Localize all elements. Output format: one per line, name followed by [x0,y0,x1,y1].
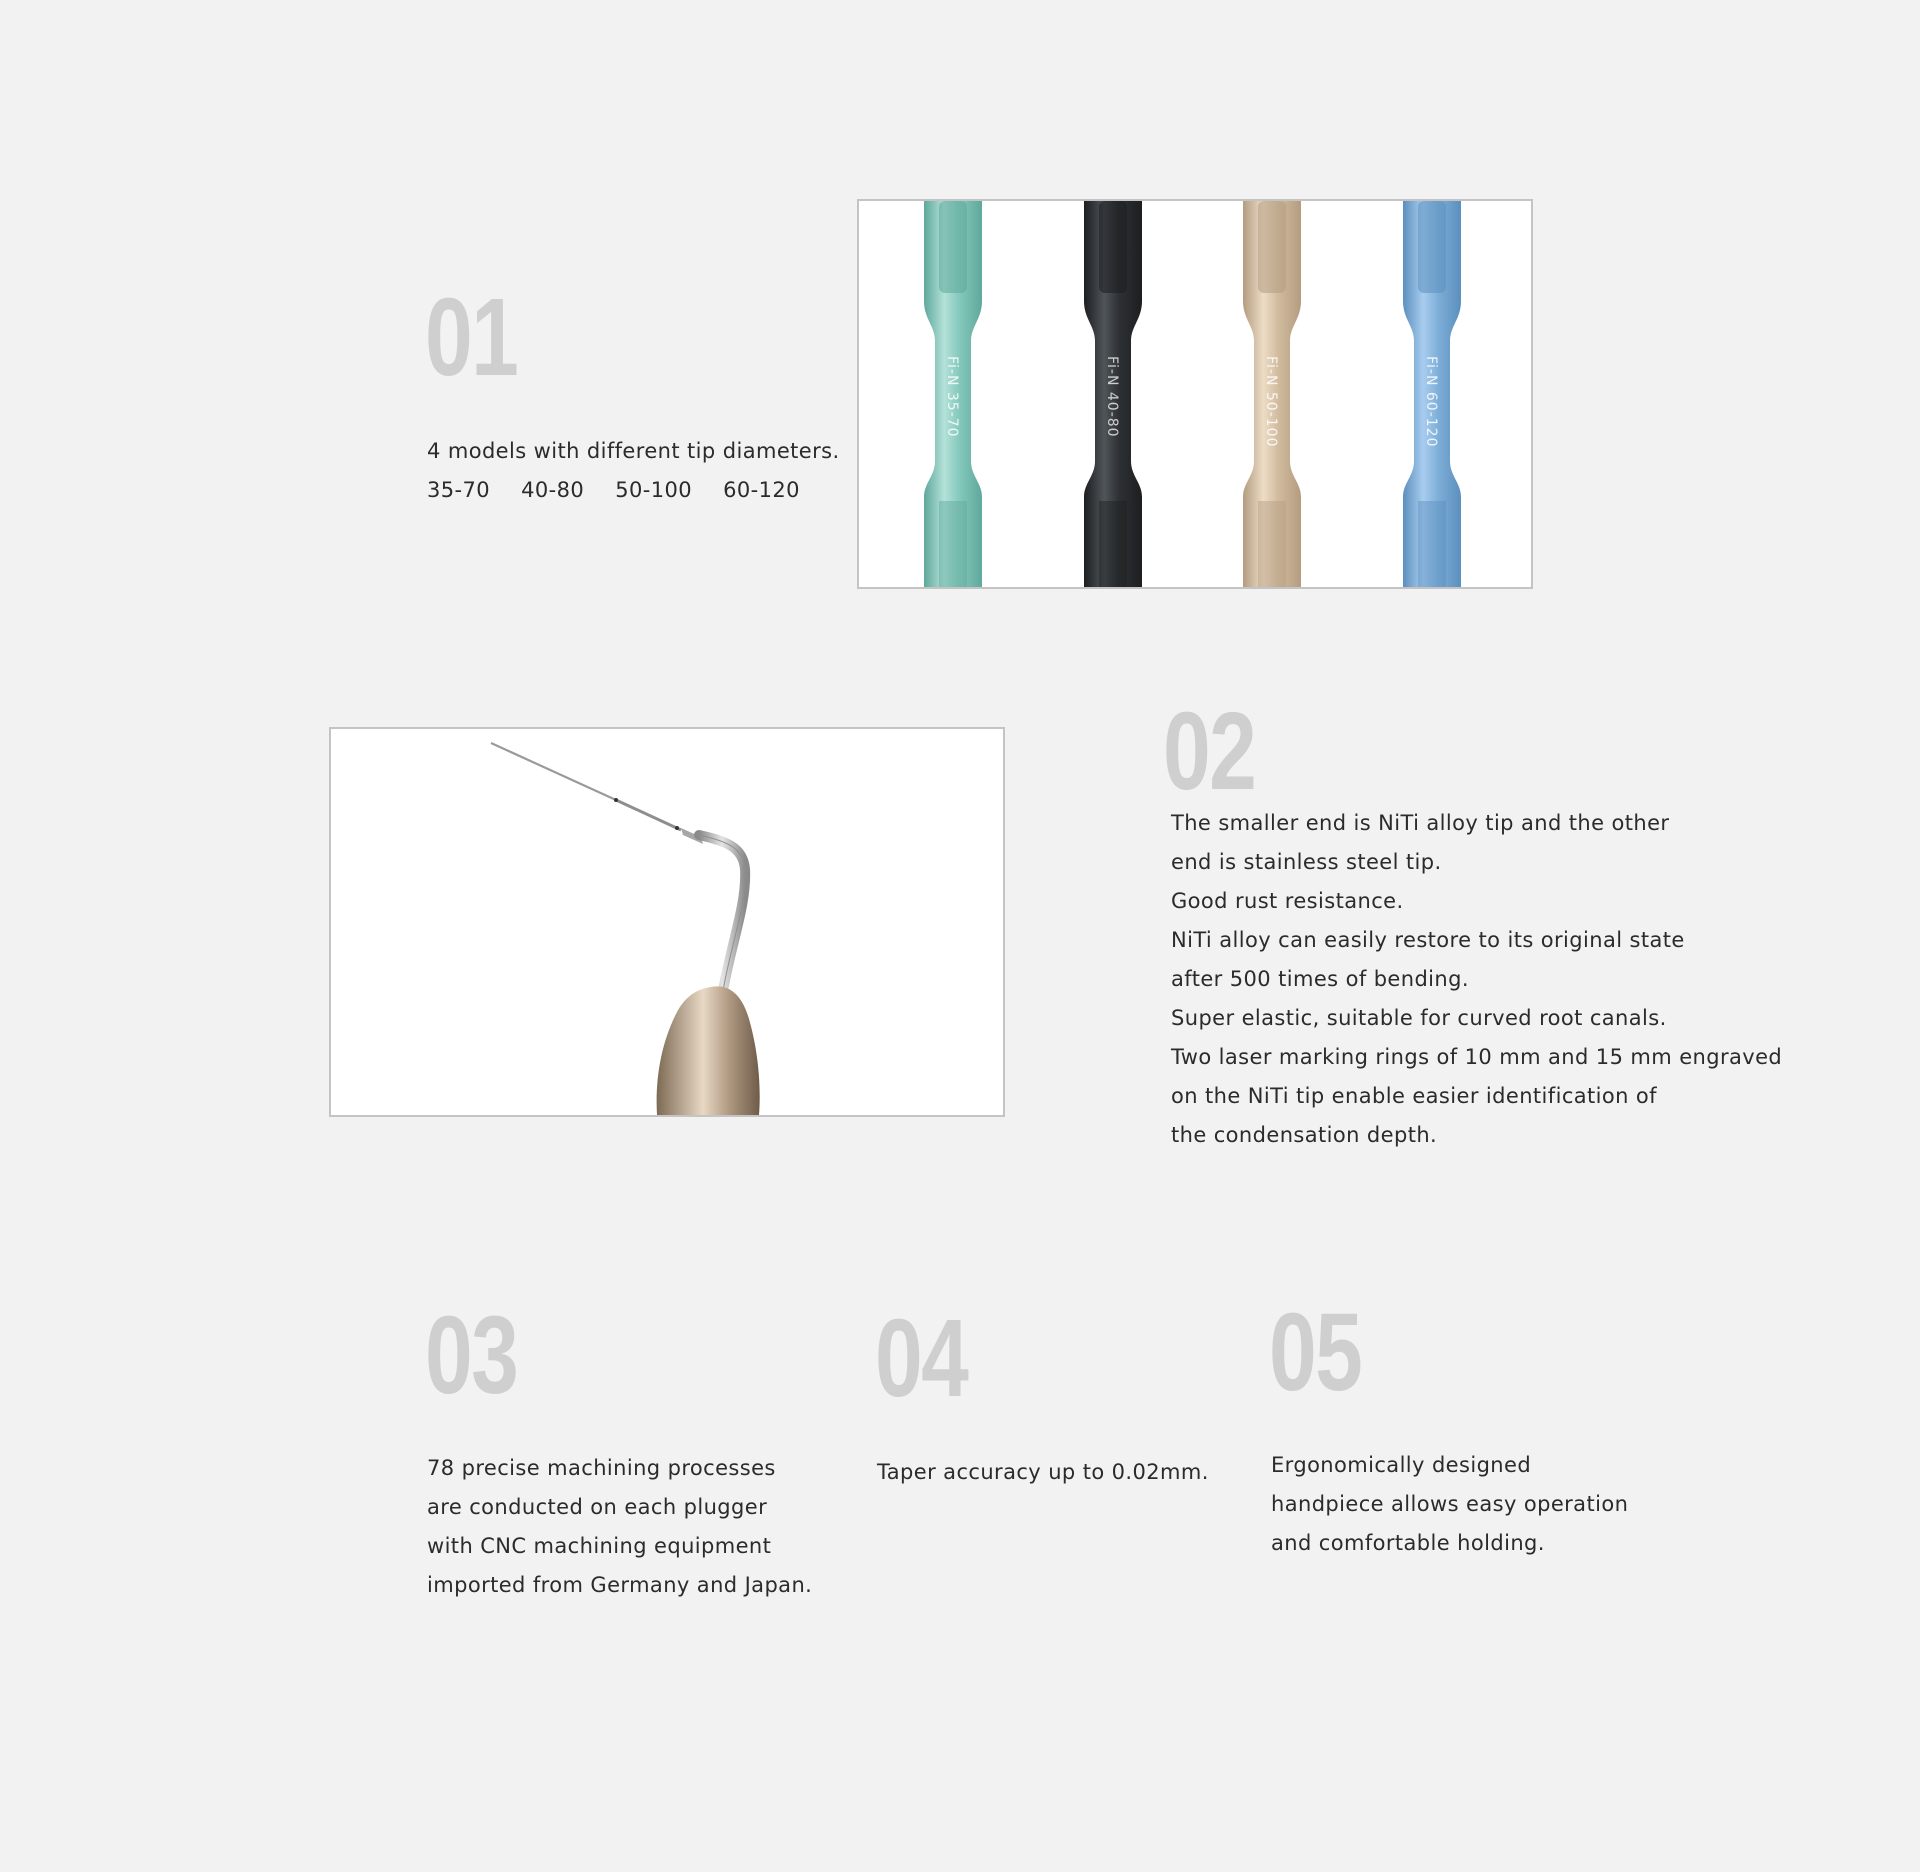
section-03-line: imported from Germany and Japan. [427,1573,813,1597]
plugger-illustration [331,729,1003,1115]
section-02-line: the condensation depth. [1171,1123,1438,1147]
section-02-line: Good rust resistance. [1171,889,1404,913]
plugger-image [329,727,1005,1117]
section-02-line: on the NiTi tip enable easier identification of [1171,1084,1657,1108]
handle-facet [1418,201,1446,293]
section-02-line: end is stainless steel tip. [1171,850,1442,874]
handle-2 [1084,201,1142,587]
handle-facet [1258,201,1286,293]
handle-label: Fi-N 50-100 [1263,356,1279,448]
niti-tip [491,743,616,800]
section-number-04: 04 [875,1297,968,1420]
handle-facet [1418,501,1446,587]
handle-facet [1099,501,1127,587]
model-40-80: 40-80 [521,478,585,502]
section-03-line: are conducted on each plugger [427,1495,768,1519]
steel-rod [699,835,745,991]
section-02-line: NiTi alloy can easily restore to its original state [1171,928,1685,952]
model-60-120: 60-120 [723,478,800,502]
model-50-100: 50-100 [615,478,693,502]
section-01-text [427,432,840,510]
handle-facet [939,501,967,587]
model-35-70: 35-70 [427,478,491,502]
handle-base [657,986,760,1115]
handle-1 [924,201,982,587]
section-02-line: after 500 times of bending. [1171,967,1469,991]
section-03-text [427,1449,812,1605]
section-02-text [1171,804,1782,1155]
section-number-01: 01 [425,276,518,399]
section-02-line: Two laser marking rings of 10 mm and 15 mm engraved [1171,1045,1783,1069]
section-02-line: Super elastic, suitable for curved root canals. [1171,1006,1667,1030]
section-04-line: Taper accuracy up to 0.02mm. [877,1460,1209,1484]
section-03-line: with CNC machining equipment [427,1534,772,1558]
section-number-02: 02 [1163,690,1256,813]
handle-label: Fi-N 35-70 [944,356,960,438]
laser-ring-1 [614,798,618,802]
handle-facet [939,201,967,293]
section-03-line: 78 precise machining processes [427,1456,776,1480]
laser-ring-2 [675,826,679,830]
section-05-line: and comfortable holding. [1271,1531,1545,1555]
handle-4 [1403,201,1461,587]
section-number-03: 03 [425,1294,518,1417]
handle-label: Fi-N 40-80 [1104,356,1120,438]
section-number-05: 05 [1269,1291,1362,1414]
handles-image [857,199,1533,589]
handle-3 [1243,201,1301,587]
section-04-text [877,1453,1209,1492]
handle-facet [1099,201,1127,293]
model-list [427,471,840,510]
section-02-line: The smaller end is NiTi alloy tip and the other [1171,811,1670,835]
section-05-line: Ergonomically designed [1271,1453,1532,1477]
section-05-line: handpiece allows easy operation [1271,1492,1629,1516]
niti-tip-mid [616,800,681,830]
handles-illustration [859,201,1531,587]
handle-facet [1258,501,1286,587]
handle-label: Fi-N 60-120 [1423,356,1439,448]
section-01-line: 4 models with different tip diameters. [427,439,840,463]
section-05-text [1271,1446,1628,1563]
